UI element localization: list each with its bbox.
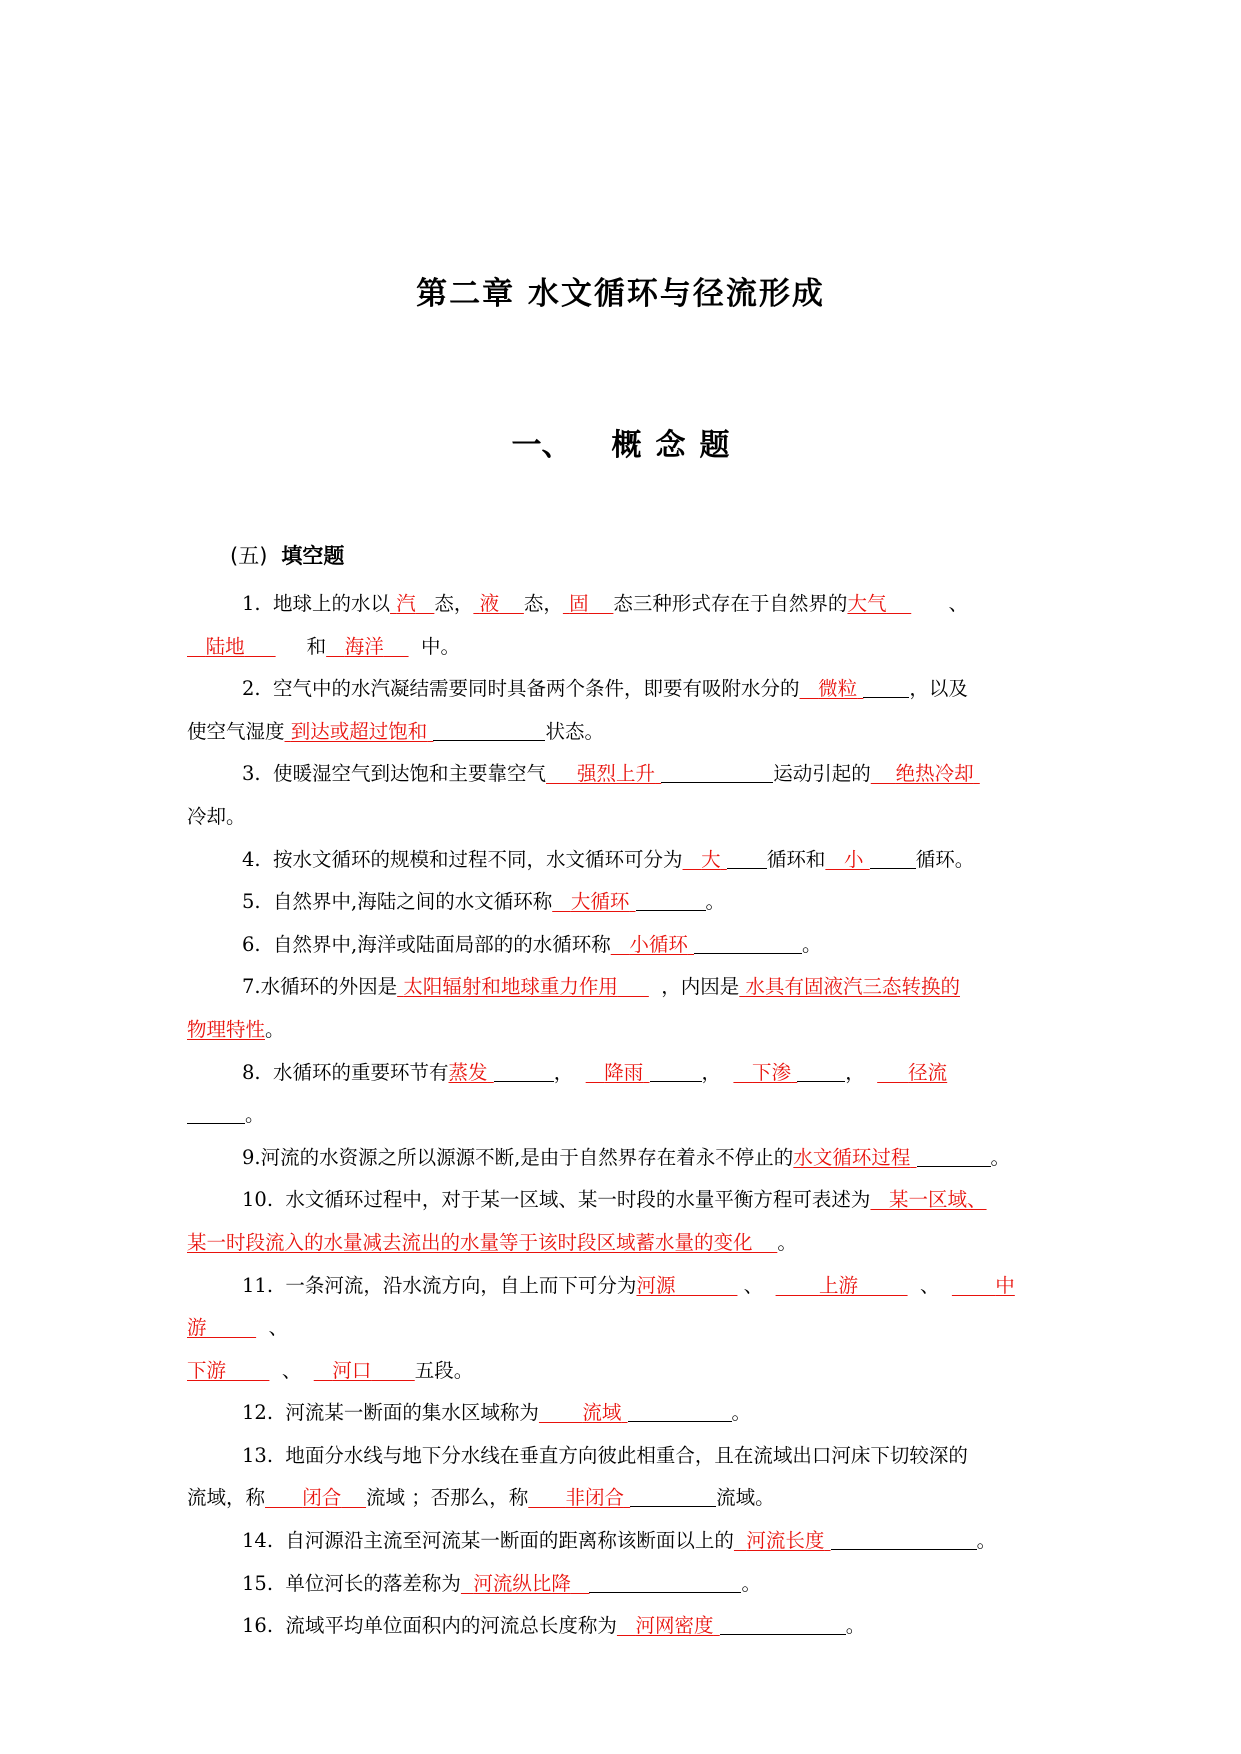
question-3 — [187, 753, 1092, 838]
question-8 — [187, 1052, 1092, 1137]
question-text: 、 — [948, 592, 968, 615]
answer-blank: 水具有固液汽三态转换的 — [745, 975, 960, 999]
question-text: 流域，称 — [187, 1486, 266, 1510]
question-number: 3. — [242, 762, 261, 786]
question-12 — [187, 1392, 1092, 1435]
answer-blank: 河源 — [636, 1273, 676, 1297]
answer-blank: 河流长度 — [746, 1529, 825, 1553]
question-13 — [187, 1435, 1092, 1520]
question-text: 按水文循环的规模和过程不同，水文循环可分为 — [273, 847, 683, 871]
question-text: 。 — [741, 1571, 761, 1595]
answer-blank: 下渗 — [752, 1060, 792, 1084]
question-14 — [187, 1520, 1092, 1563]
question-text: 态， — [523, 592, 563, 615]
answer-blank: 河口 — [332, 1358, 372, 1382]
question-text: 运动引起的 — [773, 762, 871, 786]
question-text: 一条河流，沿水流方向，自上而下可分为 — [285, 1273, 637, 1297]
subsection-name: 填空题 — [281, 544, 345, 568]
question-number: 10. — [242, 1188, 274, 1212]
question-text: 。 — [845, 1614, 866, 1638]
question-text: ， — [845, 1060, 865, 1084]
question-text: 自然界中,海洋或陆面局部的的水循环称 — [273, 932, 611, 956]
question-text: 循环。 — [915, 847, 975, 871]
question-text: 流域 ；否那么，称 — [366, 1486, 529, 1510]
answer-blank: 蒸发 — [448, 1060, 488, 1084]
question-9 — [187, 1137, 1092, 1180]
question-text: 自然界中,海陆之间的水文循环称 — [273, 890, 553, 914]
question-text: 。 — [245, 1103, 265, 1127]
subsection-index: (五) — [230, 544, 268, 568]
separator: 、 — [281, 1358, 302, 1382]
question-text: 态， — [434, 592, 474, 615]
question-text: 循环和 — [766, 847, 826, 871]
question-text: 中。 — [420, 634, 460, 658]
question-4 — [187, 839, 1092, 882]
answer-blank: 小 — [843, 847, 864, 871]
question-number: 6. — [242, 932, 261, 956]
answer-blank: 微粒 — [818, 677, 858, 701]
answer-blank: 某一时段流入的水量减去流出的水量等于该时段区域蓄水量的变化 — [187, 1230, 753, 1254]
question-text: 。 — [265, 1017, 285, 1041]
answer-blank: 液 — [479, 592, 500, 615]
question-5 — [187, 881, 1092, 924]
question-text: 流域。 — [716, 1486, 775, 1510]
question-number: 11. — [242, 1273, 274, 1297]
question-list — [187, 583, 1092, 1648]
separator: 、 — [919, 1273, 940, 1297]
question-text: 地球上的水以 — [273, 592, 391, 615]
question-text: 使空气湿度 — [187, 719, 285, 743]
question-number: 16. — [242, 1614, 274, 1638]
answer-blank: 陆地 — [205, 634, 245, 658]
answer-blank: 下游 — [187, 1358, 227, 1382]
question-text: 。 — [802, 932, 822, 956]
question-text: ， — [553, 1060, 574, 1084]
answer-blank: 降雨 — [604, 1060, 644, 1084]
question-text: 水文循环过程中，对于某一区域、某一时段的水量平衡方程可表述为 — [285, 1188, 871, 1212]
question-text: 流域平均单位面积内的河流总长度称为 — [285, 1614, 617, 1638]
answer-blank: 中游 — [187, 1273, 1015, 1340]
section-number: 一、 — [511, 428, 572, 463]
answer-blank: 大循环 — [570, 890, 630, 914]
question-11 — [187, 1265, 1092, 1393]
subsection-title — [230, 540, 344, 570]
section-title — [0, 420, 1241, 464]
question-number: 14. — [242, 1529, 274, 1553]
question-text: 自河源沿主流至河流某一断面的距离称该断面以上的 — [285, 1529, 734, 1553]
answer-blank: 流域 — [582, 1401, 622, 1425]
separator: 、 — [268, 1316, 289, 1340]
section-char: 题 — [699, 428, 730, 463]
answer-blank: 径流 — [908, 1060, 948, 1084]
section-char: 概 — [611, 428, 642, 463]
question-16 — [187, 1605, 1092, 1648]
question-number: 7. — [242, 975, 261, 999]
answer-blank: 河网密度 — [635, 1614, 714, 1638]
question-text: 和 — [306, 634, 327, 658]
question-number: 9. — [242, 1145, 261, 1169]
question-text: 水循环的重要环节有 — [273, 1060, 449, 1084]
question-number: 15. — [242, 1571, 274, 1595]
question-number: 8. — [242, 1060, 261, 1084]
question-number: 4. — [242, 847, 261, 871]
question-15 — [187, 1563, 1092, 1606]
question-number: 13. — [242, 1443, 274, 1467]
answer-blank: 强烈上升 — [577, 762, 656, 786]
question-number: 5. — [242, 890, 261, 914]
question-text: 。 — [705, 890, 726, 914]
answer-blank: 非闭合 — [565, 1486, 624, 1510]
chapter-title: 第二章 水文循环与径流形成 — [416, 276, 825, 312]
question-text: ， — [701, 1060, 722, 1084]
question-text: ，以及 — [909, 677, 968, 701]
answer-blank: 汽 — [396, 592, 416, 615]
question-text: 水循环的外因是 — [260, 975, 398, 999]
question-1 — [187, 583, 1092, 668]
question-number: 12. — [242, 1401, 274, 1425]
question-7 — [187, 966, 1092, 1051]
question-text: 。 — [990, 1145, 1011, 1169]
answer-blank: 闭合 — [302, 1486, 342, 1510]
question-number: 2. — [242, 677, 261, 701]
answer-blank: 河流纵比降 — [473, 1571, 571, 1595]
answer-blank: 固 — [569, 592, 589, 615]
answer-blank: 小循环 — [629, 932, 688, 956]
question-text: 。 — [976, 1529, 997, 1553]
answer-blank: 水文循环过程 — [793, 1145, 911, 1169]
answer-blank: 上游 — [818, 1273, 858, 1297]
question-text: 地面分水线与地下分水线在垂直方向彼此相重合，且在流域出口河床下切较深的 — [285, 1443, 968, 1467]
answer-blank: 绝热冷却 — [895, 762, 974, 786]
question-text: 河流的水资源之所以源源不断,是由于自然界存在着永不停止的 — [260, 1145, 794, 1169]
separator: 、 — [743, 1273, 764, 1297]
question-text: 五段。 — [414, 1358, 474, 1382]
answer-blank: 大 — [701, 847, 721, 871]
question-number: 1. — [242, 592, 261, 615]
answer-blank: 物理特性 — [187, 1017, 266, 1041]
question-text: 单位河长的落差称为 — [285, 1571, 461, 1595]
question-text: 河流某一断面的集水区域称为 — [285, 1401, 539, 1425]
section-char: 念 — [655, 428, 686, 463]
answer-blank: 某一区域、 — [889, 1188, 987, 1212]
question-6 — [187, 924, 1092, 967]
question-text: 。 — [777, 1230, 797, 1254]
question-2 — [187, 668, 1092, 753]
answer-blank: 到达或超过饱和 — [290, 719, 428, 743]
question-text: 冷却。 — [187, 804, 246, 828]
question-text: 空气中的水汽凝结需要同时具备两个条件，即要有吸附水分的 — [273, 677, 800, 701]
question-text: 使暖湿空气到达饱和主要靠空气 — [273, 762, 547, 786]
question-text: 态三种形式存在于自然界的 — [613, 592, 848, 615]
question-10 — [187, 1179, 1092, 1264]
question-text: 状态。 — [545, 719, 604, 743]
answer-blank: 大气 — [847, 592, 887, 615]
question-text: 。 — [731, 1401, 752, 1425]
answer-blank: 海洋 — [344, 634, 384, 658]
answer-blank: 太阳辐射和地球重力作用 — [403, 975, 618, 999]
question-text: ，内因是 — [661, 975, 740, 999]
